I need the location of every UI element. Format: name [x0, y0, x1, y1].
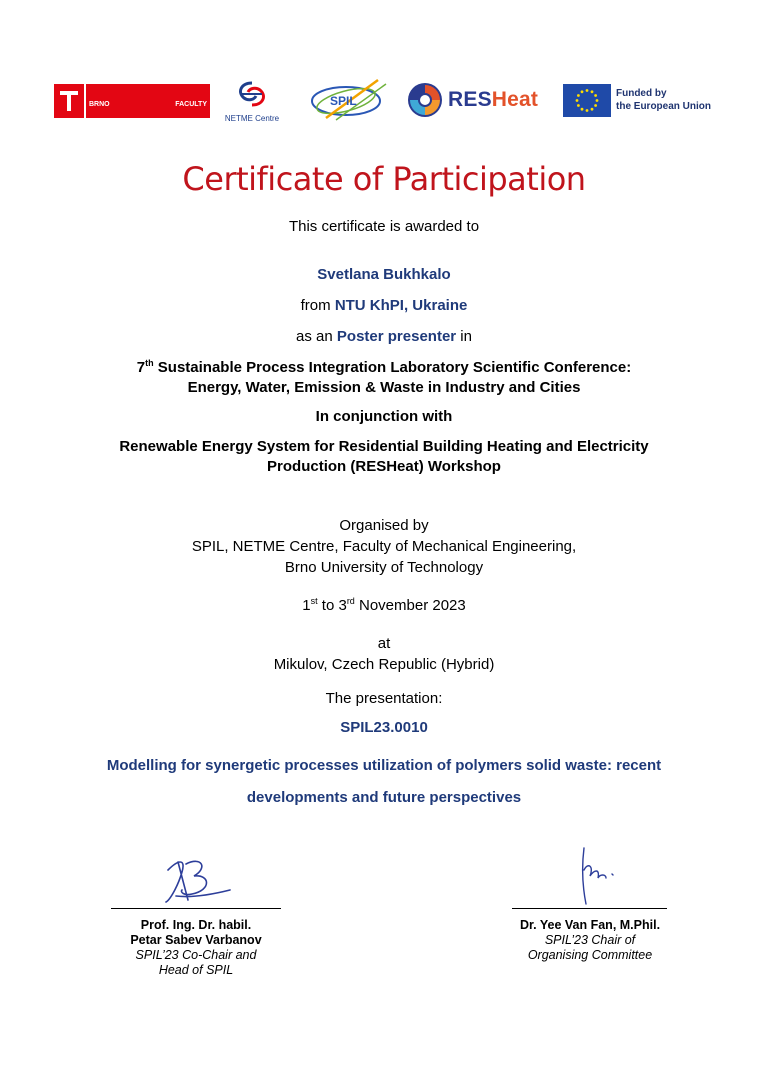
organisers-block: Organised by SPIL, NETME Centre, Faculty of Mechanical Engineering, Brno University of Technology: [0, 515, 768, 578]
netme-centre-logo: [220, 80, 284, 122]
resheat-sun-icon: [406, 81, 444, 119]
awarded-to-text: This certificate is awarded to: [288, 218, 480, 235]
presentation-id: SPIL23.0010: [340, 719, 428, 736]
location-block: at Mikulov, Czech Republic (Hybrid): [0, 633, 768, 675]
spil-text: SPIL: [330, 94, 357, 108]
affiliation: NTU KhPI, Ukraine: [334, 297, 468, 314]
eu-flag-icon: [563, 84, 611, 117]
signature-varbanov: [158, 850, 238, 908]
presentation-label: The presentation:: [325, 690, 443, 707]
signatory-varbanov: Prof. Ing. Dr. habil. Petar Sabev Varbanov SPIL’23 Co-Chair and Head of SPIL: [130, 918, 262, 977]
recipient-name: Svetlana Bukhkalo: [317, 266, 451, 283]
affiliation-line: from NTU KhPI, Ukraine: [300, 297, 468, 314]
workshop-name: Renewable Energy System for Residential Building Heating and Electricity Production (RESHeat) Workshop: [119, 438, 649, 475]
netme-swirl-icon: [232, 80, 272, 108]
presentation-title: Modelling for synergetic processes utilization of polymers solid waste: recent developments and future perspectives: [106, 757, 662, 806]
resheat-logo: [406, 80, 548, 120]
netme-label: NETME Centre: [224, 114, 280, 123]
conjunction-text: In conjunction with: [315, 408, 453, 425]
spil-orbit-icon: [306, 76, 392, 122]
certificate-title: Certificate of Participation: [182, 160, 586, 198]
signatory-fan: Dr. Yee Van Fan, M.Phil. SPIL’23 Chair of Organising Committee: [519, 918, 661, 962]
organised-by-label: Organised by: [339, 517, 429, 534]
signature-line-right: [512, 908, 667, 909]
conference-name: 7th Sustainable Process Integration Laboratory Scientific Conference: Energy, Water, Emission & Waste in Industry and Cities: [136, 358, 632, 396]
but-t-mark: [54, 84, 84, 118]
signature-line-left: [111, 908, 281, 909]
participation-role: Poster presenter: [336, 328, 457, 345]
but-fme-logo: [54, 84, 212, 156]
spil-logo: [306, 76, 392, 122]
resheat-wordmark: RESHeat: [448, 88, 539, 111]
eu-funding-label: Funded by the European Union: [616, 88, 711, 112]
role-line: as an Poster presenter in: [296, 328, 472, 345]
signature-fan: [570, 844, 620, 908]
event-location: Mikulov, Czech Republic (Hybrid): [273, 656, 495, 673]
event-dates: 1st to 3rd November 2023: [302, 596, 466, 614]
but-logo-text: BRNO FACULTY UNIVERSITY OF MECHANICAL OF TECHNOLOGY ENGINEERING: [86, 84, 210, 118]
